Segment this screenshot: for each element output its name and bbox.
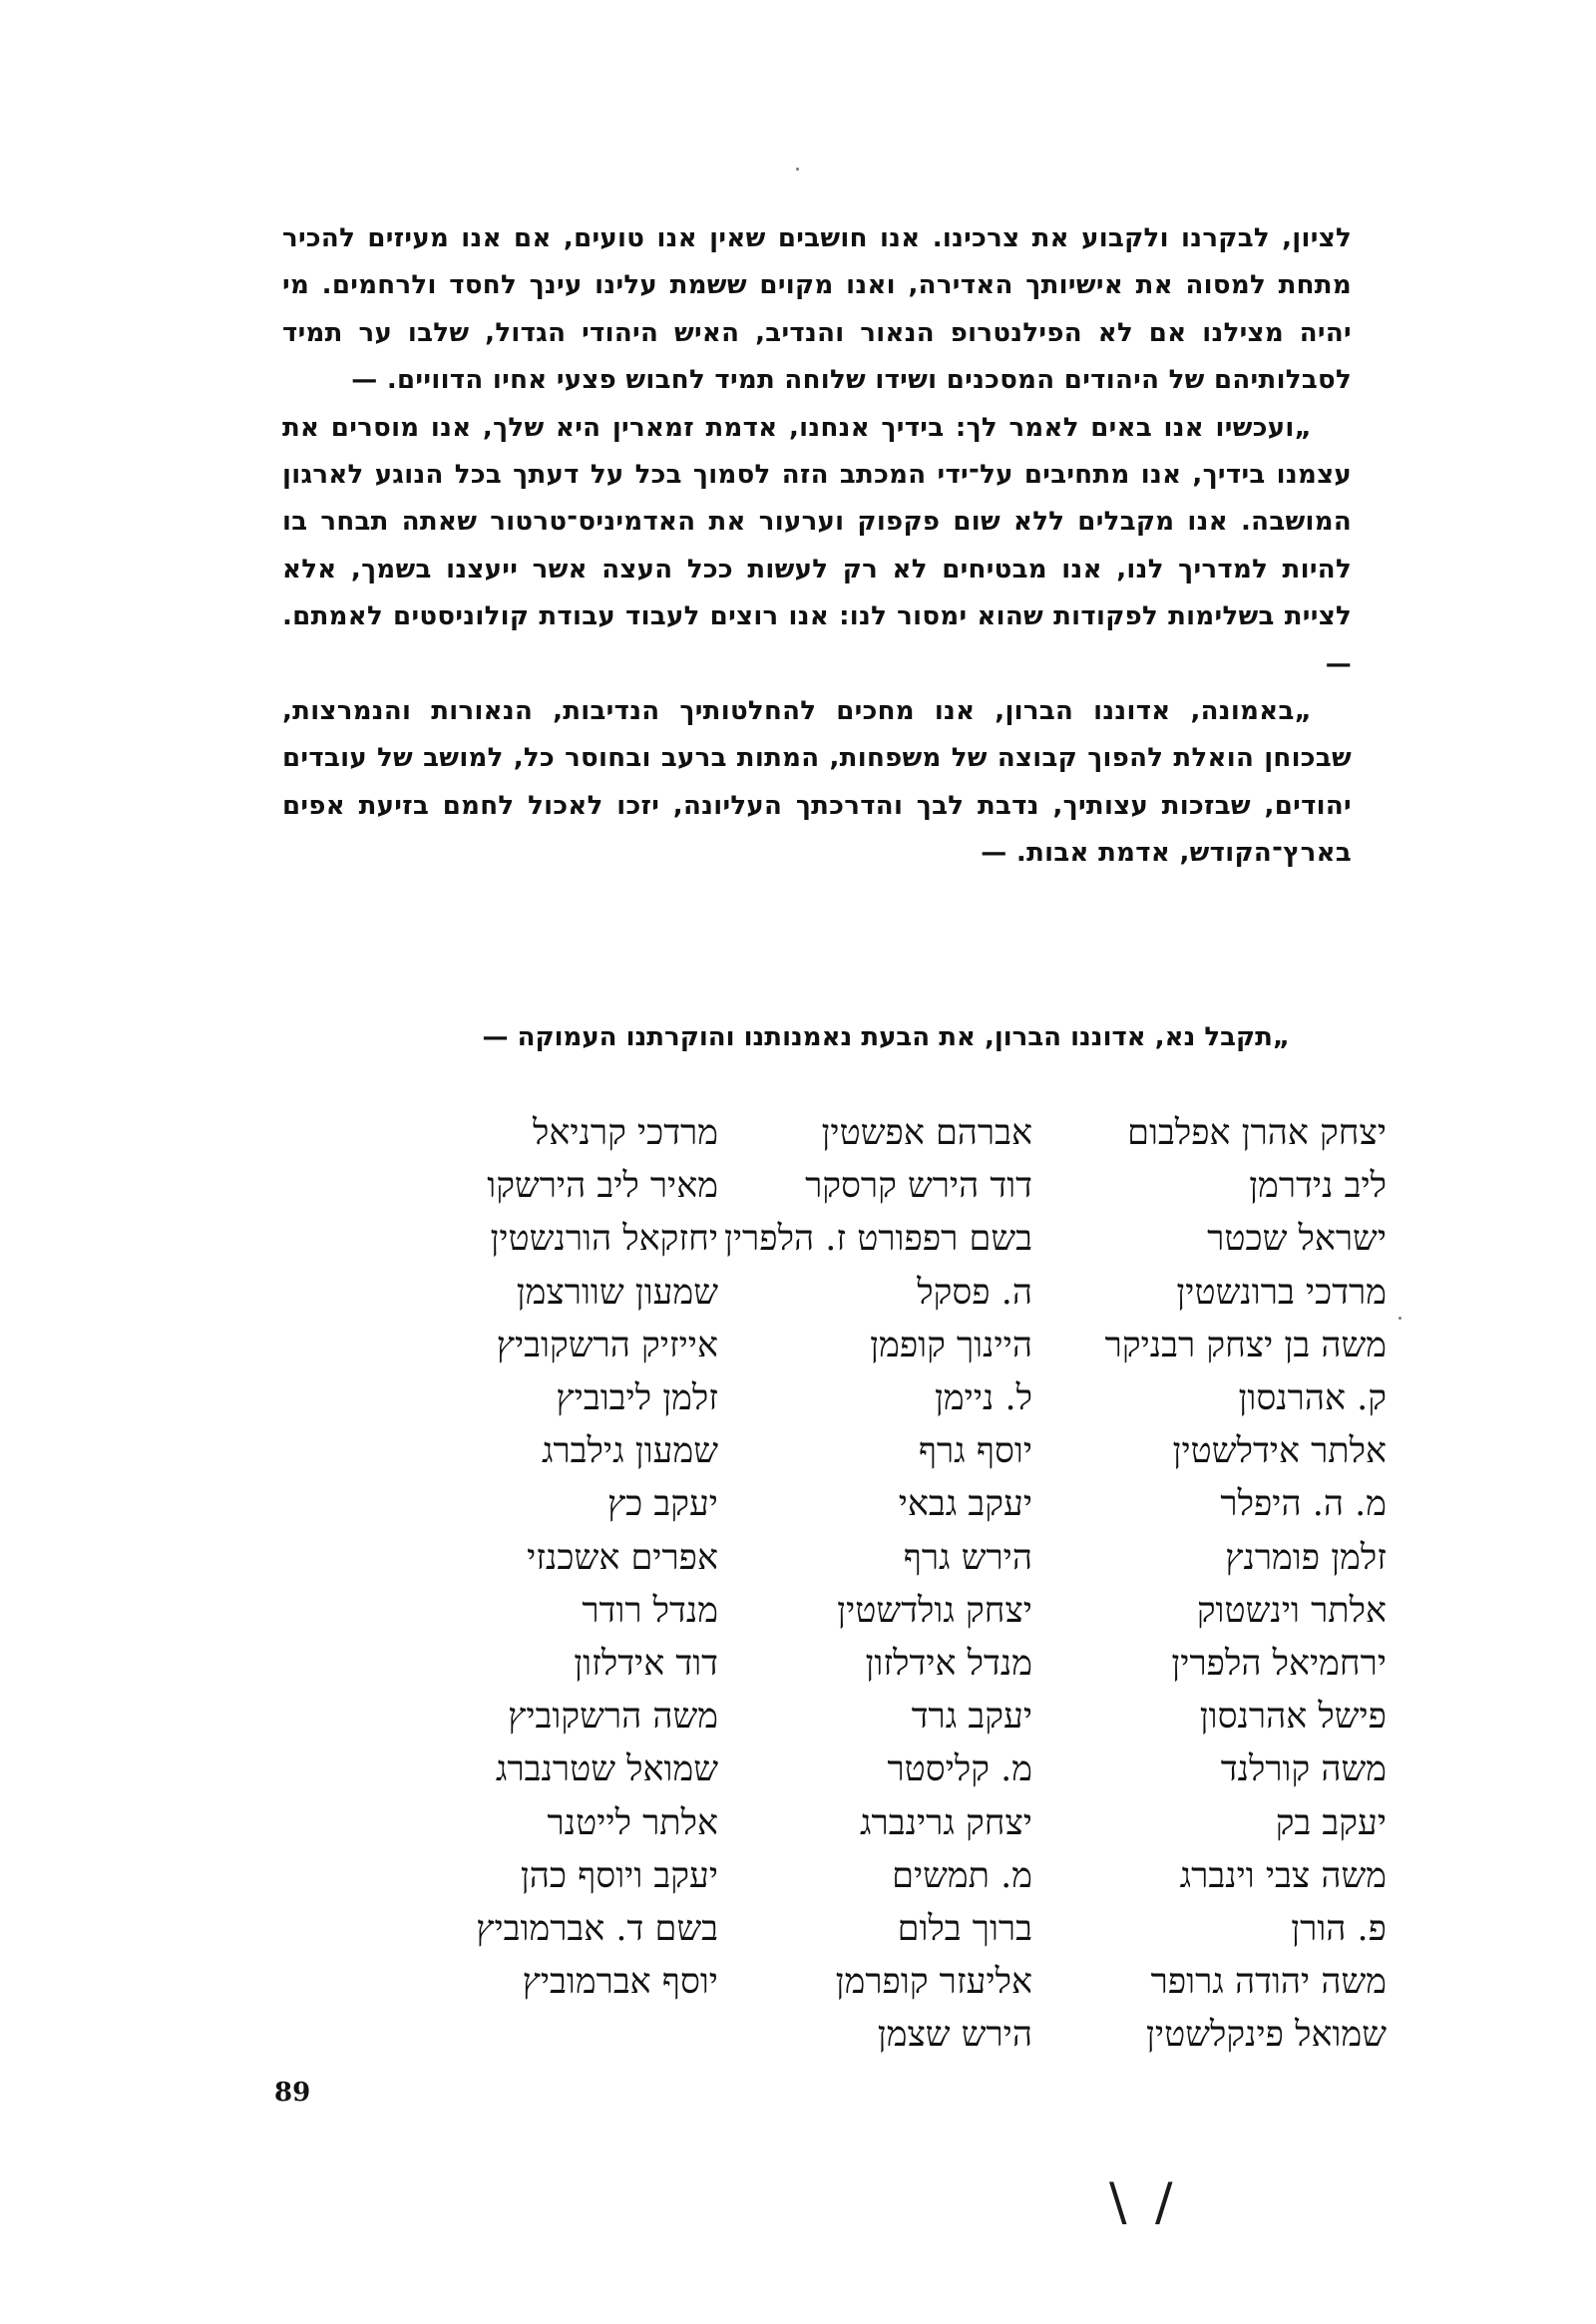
signatory-name: יעקב גרד [911,1697,1032,1738]
signatory-name: ישראל שכטר [1207,1219,1387,1260]
signature-list [339,1107,1387,2055]
signatory-name: ל. ניימן [934,1378,1032,1419]
signatory-name: אליעזר קופרמן [835,1962,1032,2003]
signatory-name: אלתר לייטנר [547,1802,718,1843]
signatory-name: אלתר אידלשטין [1172,1431,1387,1472]
scan-speck [1398,1317,1401,1320]
signatory-name: משה הרשקוביץ [508,1697,718,1738]
signatory-name: פ. הורן [1291,1909,1387,1950]
signatory-name: דוד הירש קרסקר [805,1166,1032,1207]
signatory-name: בשם רפפורט ז. הלפרין [723,1219,1032,1260]
signatory-name: שמעון שוורצמן [516,1272,718,1313]
signatory-name: ברוך בלום [897,1909,1032,1950]
signatory-name: יצחק גרינברג [859,1802,1032,1843]
signatory-name: משה יהודה גרופר [1150,1962,1387,2003]
handwritten-mark: \ / [1109,2172,1179,2232]
signatory-name: יעקב ויוסף כהן [520,1855,718,1896]
signatory-name: אפרים אשכנזי [527,1537,718,1578]
signatory-name: מרדכי ברונשטין [1176,1272,1387,1313]
signatory-name: מ. קליסטר [887,1749,1032,1790]
signatory-name: מרדכי קרניאל [532,1113,718,1153]
signatory-name: מנדל רודר [582,1590,718,1631]
signatory-name: שמואל שטרנברג [495,1749,718,1790]
signature-column-2 [724,1107,1032,2063]
signatory-name: ה. פסקל [917,1272,1032,1313]
letter-paragraph: „באמונה, אדוננו הברון, אנו מחכים להחלטותיך הנדיבות, הנאורות והנמרצות, שבכוחן הואלת להפוך קבוצה של משפחות, המתות ברעב ובחוסר כל, למושב של עובדים יהודים, שבזכות עצותיך, נדבת לבך והדרכתך העליונה, יזכו לאכול לחמם בזיעת אפים בארץ־הקודש, אדמת אבות. — [282,696,1352,869]
signatory-name: היינוך קופמן [870,1325,1032,1365]
signatory-name: מנדל אידלזון [865,1644,1032,1685]
signatory-name: יחזקאל הורנשטין [490,1219,718,1260]
signature-column-1 [1105,1107,1387,2063]
signatory-name: מ. תמשים [892,1855,1032,1896]
letter-body [282,215,1352,878]
page-number: 89 [274,2078,311,2108]
signatory-name: שמואל פינקלשטין [1145,2015,1387,2056]
signatory-name: יעקב כץ [606,1484,718,1525]
signatory-name: זלמן פומרנץ [1225,1537,1387,1578]
signatory-name: מ. ה. היפלר [1220,1484,1387,1525]
signatory-name: משה בן יצחק רבניקר [1104,1325,1387,1365]
signatory-name: ק. אהרנסון [1238,1378,1387,1419]
signatory-name: פישל אהרנסון [1199,1697,1387,1738]
signatory-name: ליב נידרמן [1249,1166,1387,1207]
signatory-name: יעקב בק [1275,1802,1387,1843]
scan-speck [796,168,799,171]
signatory-name: שמעון גילברג [541,1431,718,1472]
letter-closing: „תקבל נא, אדוננו הברון, את הבעת נאמנותנו והוקרתנו העמוקה — [482,1022,1290,1052]
signatory-name: בשם ד. אברמוביץ [476,1909,718,1950]
signatory-name: אברהם אפשטין [821,1113,1032,1153]
letter-paragraph: „ועכשיו אנו באים לאמר לך: בידיך אנחנו, אדמת זמארין היא שלך, אנו מוסרים את עצמנו בידיך, אנו מתחיבים על־ידי המכתב הזה לסמוך בכל על דעתך בכל הנוגע לארגון המושבה. אנו מקבלים ללא שום פקפוק וערעור את האדמיניס־טרטור שאתה תבחר בו להיות למדריך לנו, אנו מבטיחים לא רק לעשות ככל העצה אשר ייעצנו בשמך, אלא לציית בשלימות לפקודות שהוא ימסור לנו: אנו רוצים לעבוד עבודת קולוניסטים לאמתם. — [282,412,1352,679]
signatory-name: הירש שצמן [877,2015,1032,2056]
signatory-name: יצחק גולדשטין [837,1590,1032,1631]
signatory-name: דוד אידלזון [574,1644,718,1685]
letter-paragraph: לציון, לבקרנו ולקבוע את צרכינו. אנו חושבים שאין אנו טועים, אם אנו מעיזים להכיר מתחת למסוה את אישיותך האדירה, ואנו מקוים ששמת עלינו עינך לחסד ולרחמים. מי יהיה מצילנו אם לא הפילנטרופ הנאור והנדיב, האיש היהודי הגדול, שלבו ער תמיד לסבלותיהם של היהודים המסכנים ושידו שלוחה תמיד לחבוש פצעי אחיו הדוויים. — [282,223,1352,396]
signatory-name: מאיר ליב הירשקו [487,1166,718,1207]
signatory-name: אלתר וינשטוק [1196,1590,1387,1631]
signatory-name: אייזיק הרשקוביץ [496,1325,718,1365]
signatory-name: הירש גרף [903,1537,1032,1578]
signatory-name: זלמן ליבוביץ [556,1378,718,1419]
signatory-name: יוסף אברמוביץ [522,1962,718,2003]
signatory-name: משה צבי וינברג [1179,1855,1387,1896]
signatory-name: יצחק אהרן אפלבום [1127,1113,1387,1153]
signatory-name: ירחמיאל הלפרין [1171,1644,1387,1685]
signatory-name: יוסף גרף [918,1431,1032,1472]
signatory-name: יעקב גבאי [898,1484,1032,1525]
signature-column-3 [476,1107,718,2009]
signatory-name: משה קורלנד [1220,1749,1387,1790]
